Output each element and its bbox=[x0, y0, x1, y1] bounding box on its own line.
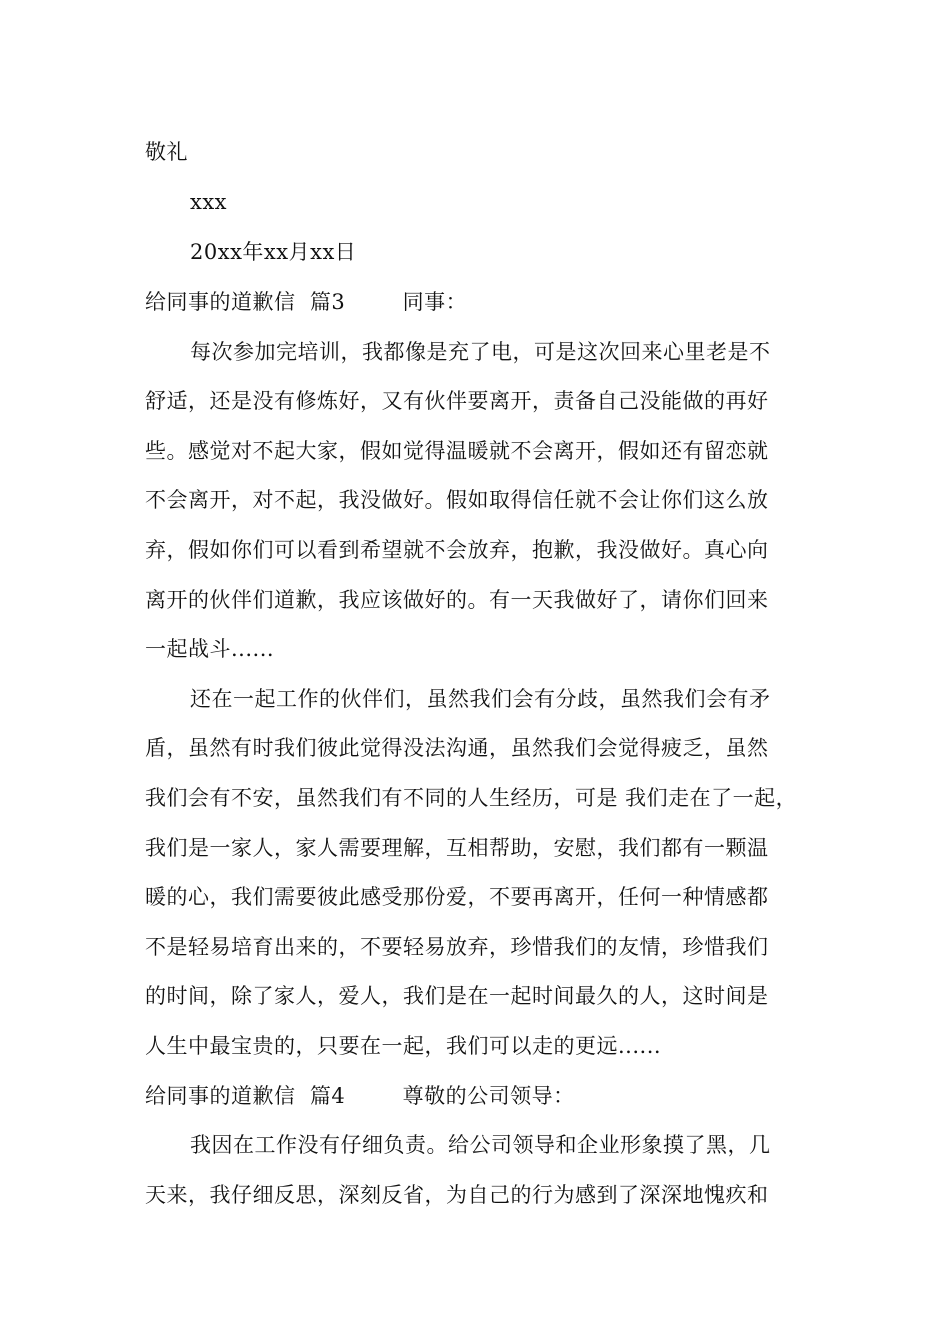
letter4-line: 我因在工作没有仔细负责。给公司领导和企业形象摸了黑，几 bbox=[190, 1133, 771, 1157]
letter3-line: 盾，虽然有时我们彼此觉得没法沟通，虽然我们会觉得疲乏，虽然 bbox=[145, 736, 769, 760]
letter3-line: 舒适，还是没有修炼好，又有伙伴要离开，责备自己没能做的再好 bbox=[145, 389, 769, 413]
letter4-heading: 给同事的道歉信 篇4 尊敬的公司领导： bbox=[145, 1084, 575, 1108]
letter3-line: 不是轻易培育出来的，不要轻易放弃，珍惜我们的友情，珍惜我们 bbox=[145, 935, 769, 959]
letter3-heading: 给同事的道歉信 篇3 同事： bbox=[145, 290, 468, 314]
letter3-line: 暖的心，我们需要彼此感受那份爱，不要再离开，任何一种情感都 bbox=[145, 885, 769, 909]
letter3-line: 人生中最宝贵的，只要在一起，我们可以走的更远...... bbox=[145, 1034, 662, 1058]
letter3-line: 的时间，除了家人，爱人，我们是在一起时间最久的人，这时间是 bbox=[145, 984, 769, 1008]
letter3-line: 离开的伙伴们道歉，我应该做好的。有一天我做好了，请你们回来 bbox=[145, 588, 769, 612]
letter3-line: 不会离开，对不起，我没做好。假如取得信任就不会让你们这么放 bbox=[145, 488, 769, 512]
letter3-line: 一起战斗...... bbox=[145, 637, 275, 661]
closing-signature: xxx bbox=[190, 190, 228, 214]
letter3-line: 我们会有不安，虽然我们有不同的人生经历，可是 我们走在了一起， bbox=[145, 786, 798, 810]
letter3-line: 弃，假如你们可以看到希望就不会放弃，抱歉，我没做好。真心向 bbox=[145, 538, 769, 562]
letter3-line: 每次参加完培训，我都像是充了电，可是这次回来心里老是不 bbox=[190, 340, 771, 364]
letter3-line: 还在一起工作的伙伴们，虽然我们会有分歧，虽然我们会有矛 bbox=[190, 687, 771, 711]
letter4-line: 天来，我仔细反思，深刻反省，为自己的行为感到了深深地愧疚和 bbox=[145, 1183, 769, 1207]
closing-date: 20xx年xx月xx日 bbox=[190, 240, 357, 264]
letter3-line: 我们是一家人，家人需要理解，互相帮助，安慰，我们都有一颗温 bbox=[145, 836, 769, 860]
letter3-line: 些。感觉对不起大家，假如觉得温暖就不会离开，假如还有留恋就 bbox=[145, 439, 769, 463]
closing-salutation: 敬礼 bbox=[145, 140, 188, 164]
